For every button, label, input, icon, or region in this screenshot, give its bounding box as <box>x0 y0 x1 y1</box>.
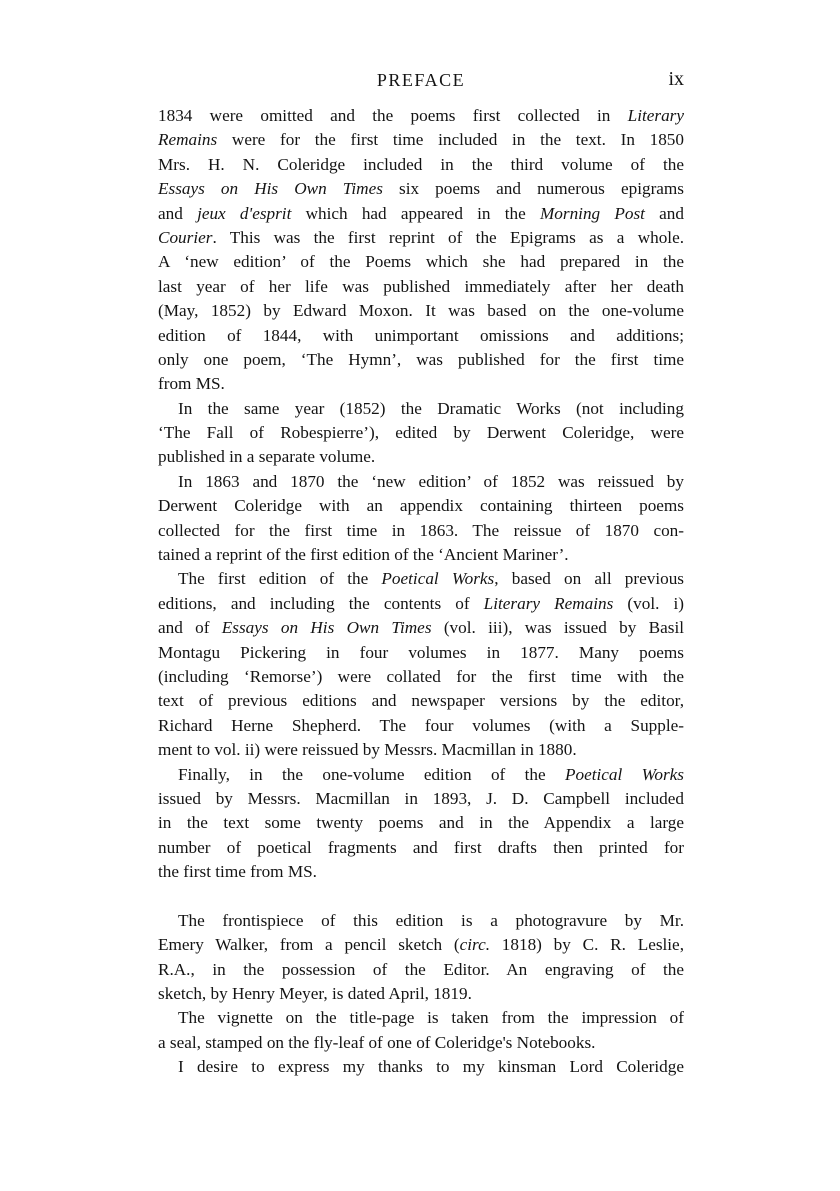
text-line: editions, and including the contents of Literary Remains (vol. i) <box>158 593 684 613</box>
paragraph-frontispiece <box>158 909 684 1007</box>
text-line: R.A., in the possession of the Editor. An engraving of the <box>158 959 684 979</box>
text-line: text of previous editions and newspaper versions by the editor, <box>158 691 684 711</box>
section-gap <box>158 885 684 909</box>
text-line: edition of 1844, with unimportant omissions and additions; <box>158 325 684 345</box>
text-line: Emery Walker, from a pencil sketch (circ. 1818) by C. R. Leslie, <box>158 935 684 955</box>
page-number: ix <box>668 68 684 90</box>
paragraph-continuation <box>158 104 684 397</box>
text-line: and of Essays on His Own Times (vol. iii), was issued by Basil <box>158 618 684 638</box>
text-line: The frontispiece of this edition is a photogravure by Mr. <box>178 910 684 930</box>
text-line: a seal, stamped on the fly-leaf of one of Coleridge's Notebooks. <box>158 1032 596 1052</box>
text-line: Richard Herne Shepherd. The four volumes (with a Supple- <box>158 715 684 735</box>
text-line: Courier. This was the first reprint of the Epigrams as a whole. <box>158 227 684 247</box>
text-line: in the text some twenty poems and in the Appendix a large <box>158 813 684 833</box>
paragraph-reissue <box>158 470 684 568</box>
text-line: (including ‘Remorse’) were collated for the first time with the <box>158 666 684 686</box>
paragraph-one-volume <box>158 763 684 885</box>
text-line: number of poetical fragments and first drafts then printed for <box>158 837 684 857</box>
text-line: and jeux d'esprit which had appeared in the Morning Post and <box>158 203 684 223</box>
text-line: Essays on His Own Times six poems and numerous epigrams <box>158 179 684 199</box>
text-line: 1834 were omitted and the poems first collected in Literary <box>158 106 684 125</box>
text-line: last year of her life was published immediately after her death <box>158 276 684 296</box>
text-line: ment to vol. ii) were reissued by Messrs. Macmillan in 1880. <box>158 740 577 760</box>
text-line: A ‘new edition’ of the Poems which she had prepared in the <box>158 252 684 272</box>
text-line: ‘The Fall of Robespierre’), edited by Derwent Coleridge, were <box>158 423 684 443</box>
paragraph-thanks <box>158 1055 684 1079</box>
text-line: I desire to express my thanks to my kinsman Lord Coleridge <box>178 1057 684 1077</box>
text-line: tained a reprint of the first edition of the ‘Ancient Mariner’. <box>158 545 569 565</box>
page-header <box>158 66 684 96</box>
text-line: published in a separate volume. <box>158 447 376 467</box>
paragraph-dramatic-works <box>158 397 684 470</box>
text-line: the first time from MS. <box>158 862 317 882</box>
text-line: from MS. <box>158 374 225 394</box>
book-page <box>158 0 684 1191</box>
text-line: The vignette on the title-page is taken from the impression of <box>178 1008 684 1028</box>
paragraph-first-edition <box>158 567 684 762</box>
text-line: collected for the first time in 1863. The reissue of 1870 con- <box>158 520 684 540</box>
body-text <box>158 104 684 1080</box>
text-line: The first edition of the Poetical Works, based on all previous <box>178 569 684 589</box>
text-line: sketch, by Henry Meyer, is dated April, 1819. <box>158 984 472 1004</box>
text-line: In the same year (1852) the Dramatic Works (not including <box>178 398 684 418</box>
text-line: Montagu Pickering in four volumes in 1877. Many poems <box>158 642 684 662</box>
text-line: In 1863 and 1870 the ‘new edition’ of 1852 was reissued by <box>178 471 684 491</box>
text-line: (May, 1852) by Edward Moxon. It was based on the one-volume <box>158 301 684 321</box>
text-line: Derwent Coleridge with an appendix containing thirteen poems <box>158 496 684 516</box>
text-line: only one poem, ‘The Hymn’, was published for the first time <box>158 349 684 369</box>
text-line: issued by Messrs. Macmillan in 1893, J. D. Campbell included <box>158 788 684 808</box>
text-line: Remains were for the first time included in the text. In 1850 <box>158 130 684 150</box>
paragraph-vignette <box>158 1006 684 1055</box>
text-line: Mrs. H. N. Coleridge included in the third volume of the <box>158 154 684 174</box>
text-line: Finally, in the one-volume edition of the Poetical Works <box>178 764 684 784</box>
running-head: PREFACE <box>376 70 466 90</box>
